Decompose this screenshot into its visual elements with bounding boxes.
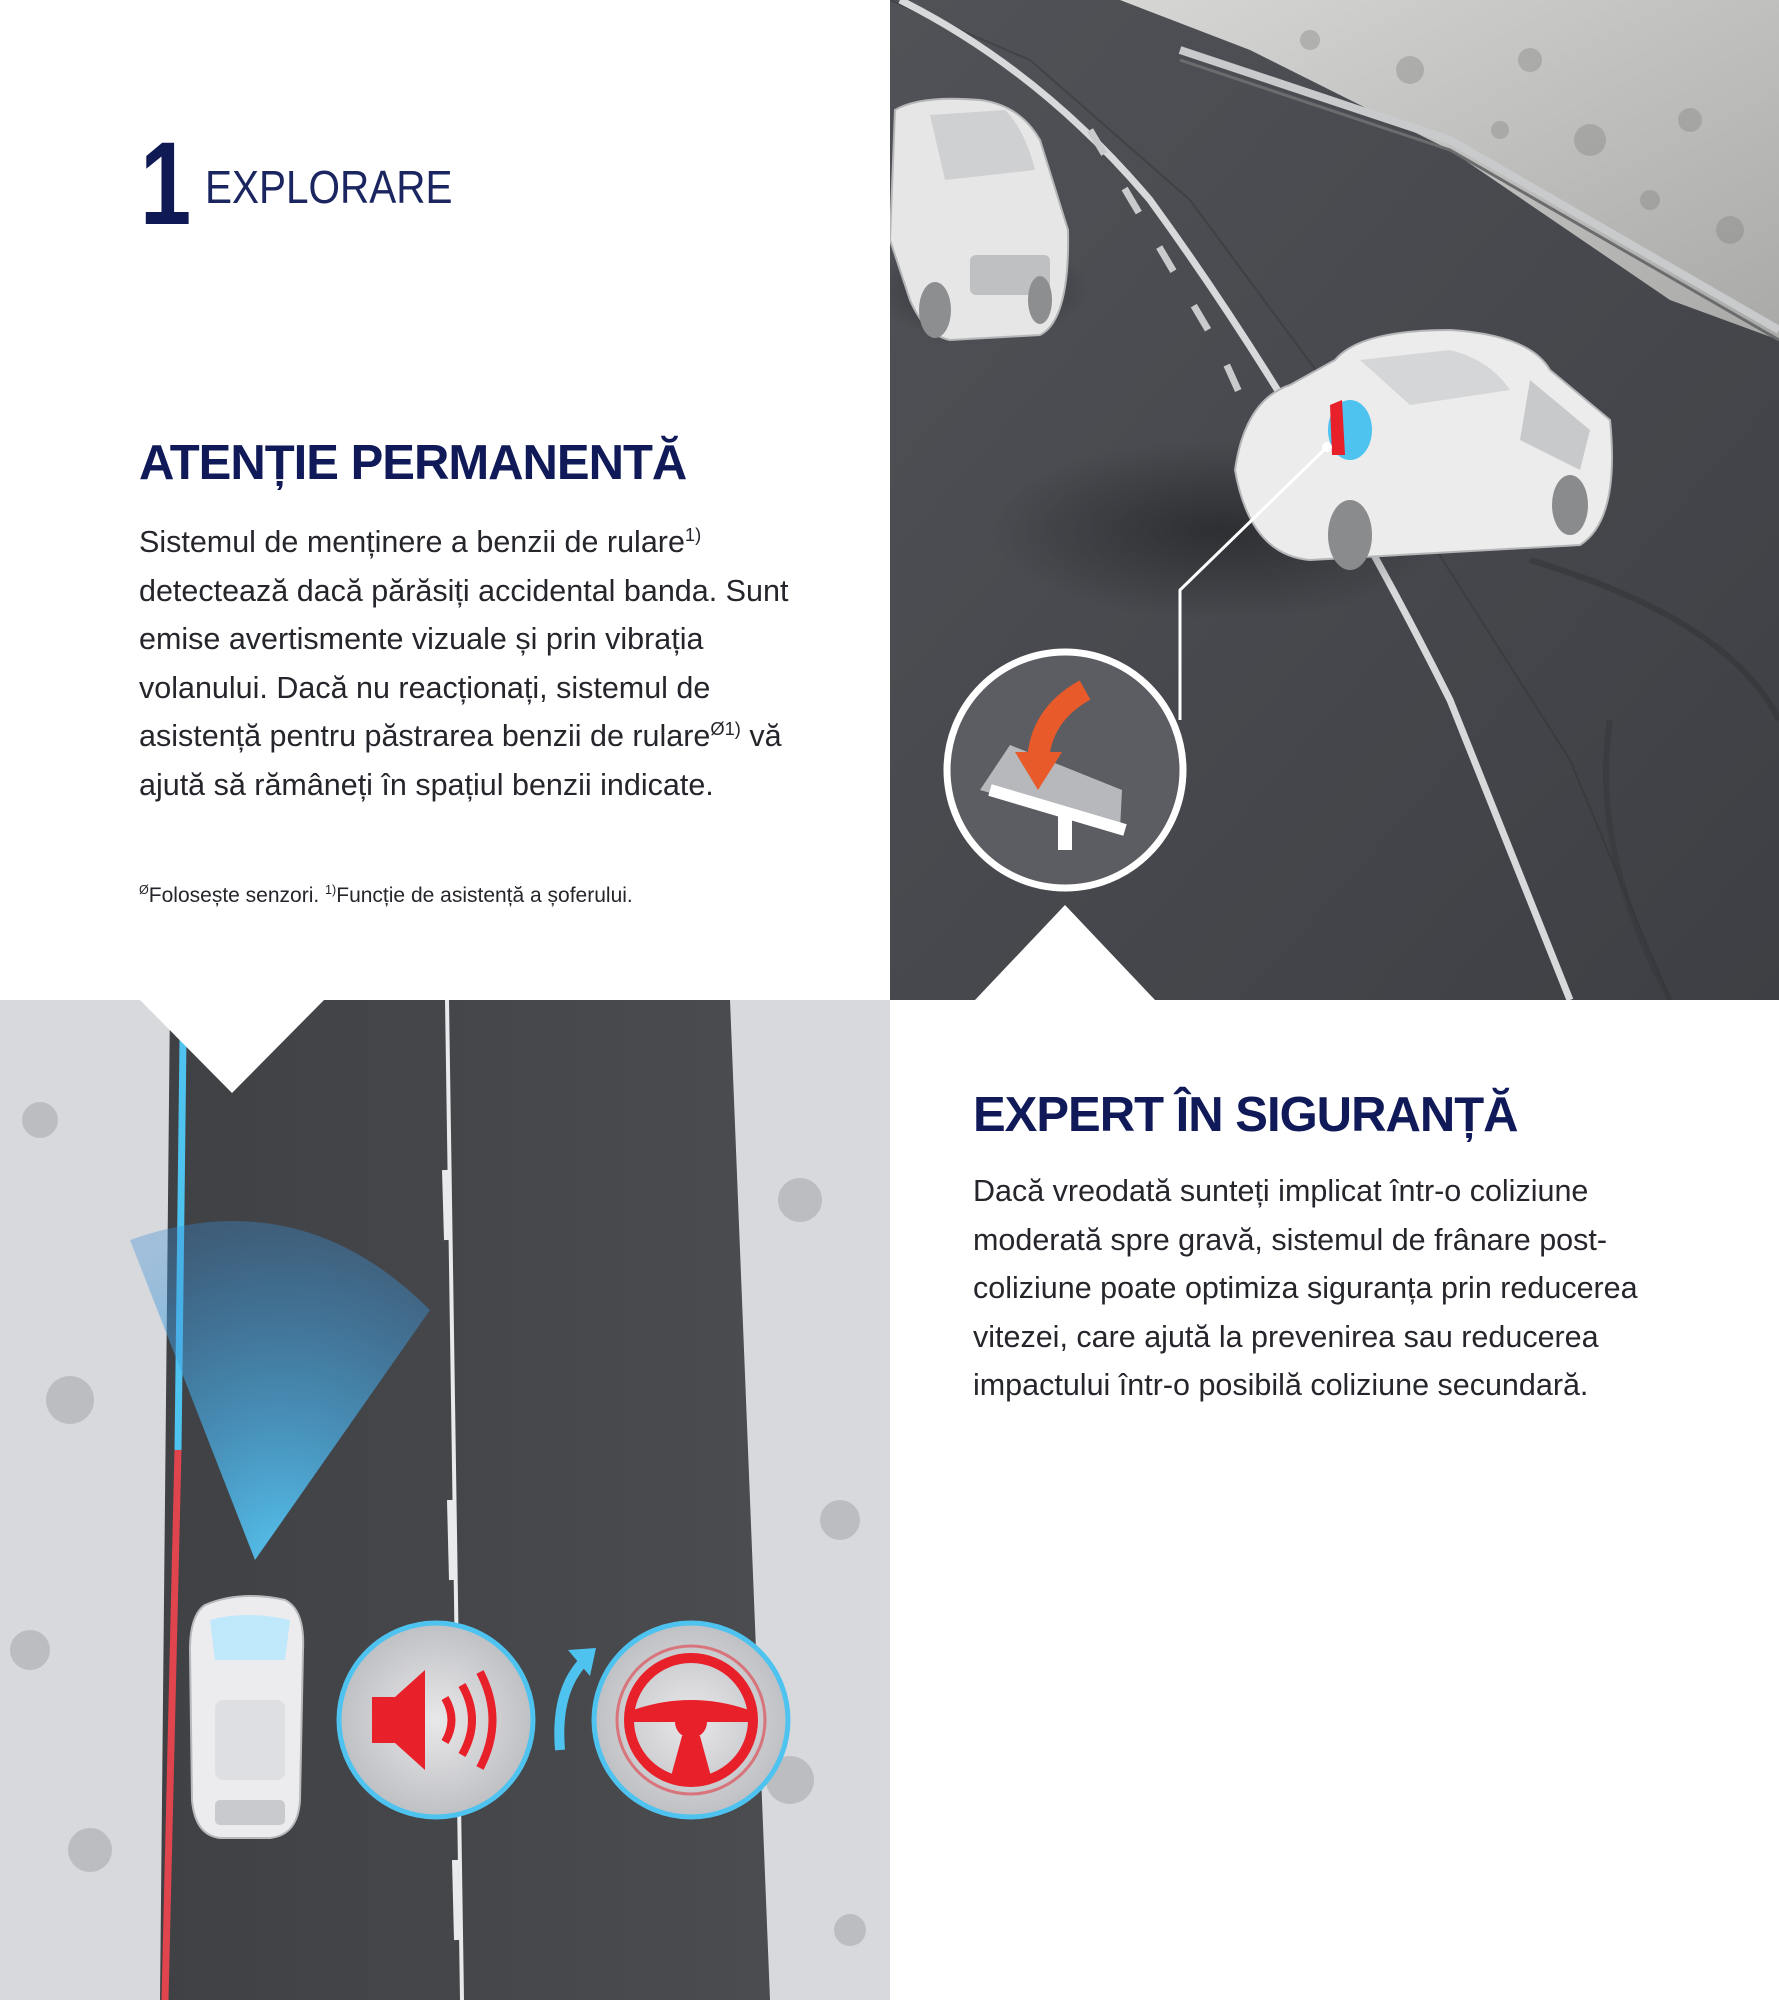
post-collision-text-panel bbox=[890, 1000, 1779, 2000]
post-collision-body: Dacă vreodată sunteți implicat într-o coliziune moderată spre gravă, sistemul de frânare post-coliziune poate optimiza siguranța prin reducerea vitezei, care ajută la prevenirea sau reducerea impactului într-o posibilă coliziune secundară. bbox=[973, 1174, 1638, 1402]
lane-keeping-text-panel bbox=[0, 0, 890, 1000]
lane-assist-icon bbox=[947, 652, 1183, 888]
car-top-view bbox=[190, 1596, 303, 1838]
lane-departure-illustration bbox=[890, 0, 1779, 1000]
lane-keeping-heading: ATENȚIE PERMANENTĂ bbox=[139, 436, 687, 490]
sensor-warning-illustration bbox=[0, 1000, 890, 2000]
section-title: EXPLORARE bbox=[205, 161, 453, 213]
audio-warning-icon bbox=[339, 1623, 533, 1817]
lane-keeping-body: Sistemul de menținere a benzii de rulare$^{1)}$ detectează dacă părăsiți accidental banda. Sunt emise avertismente vizuale și prin vibrația volanului. Dacă nu reacționați, sistemul de asistență pentru păstrarea benzii de rulare$^{Ø1)}$ vă ajută să rămâneți în spațiul benzii indicate. bbox=[139, 523, 789, 802]
section-number: 1 bbox=[140, 118, 187, 250]
lane-keeping-footnote: $^Ø$Folosește senzori. $^{1)}$Funcție de asistență a șoferului. bbox=[139, 883, 633, 907]
steering-wheel-vibration-icon bbox=[594, 1623, 788, 1817]
post-collision-heading: EXPERT ÎN SIGURANȚĂ bbox=[973, 1088, 1518, 1142]
